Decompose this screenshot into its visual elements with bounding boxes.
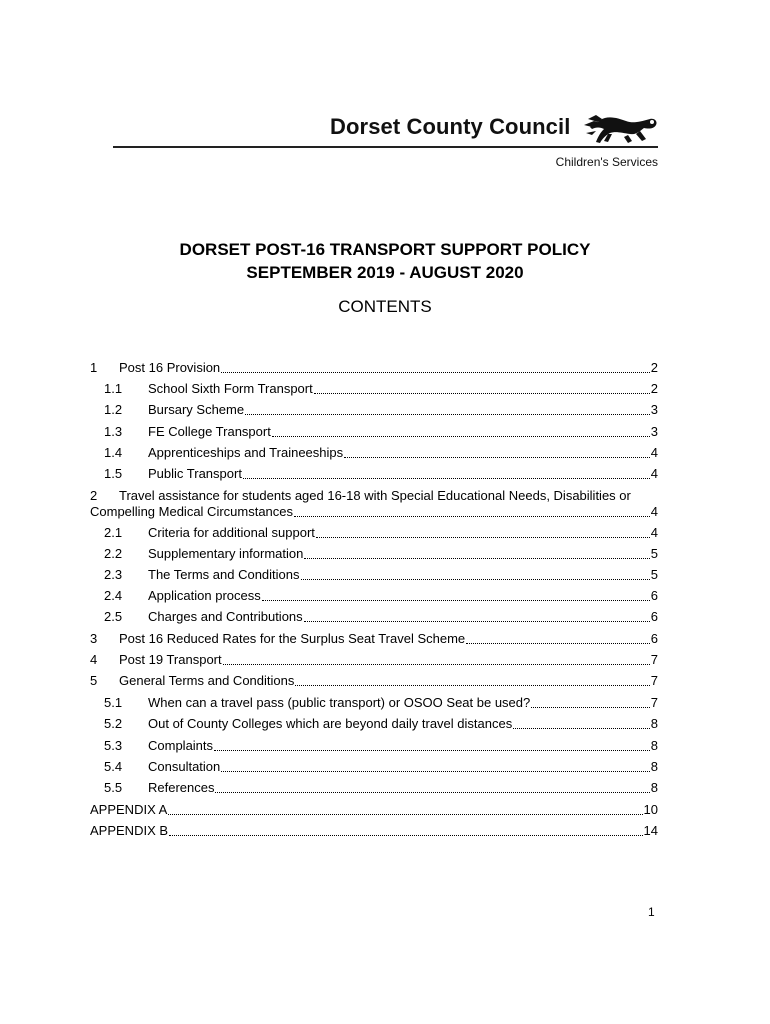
toc-entry[interactable]	[90, 801, 658, 819]
toc-page: 5	[650, 567, 658, 582]
toc-number: 1.1	[104, 381, 123, 396]
toc-entry[interactable]	[90, 651, 658, 669]
department-name: Children's Services	[555, 155, 658, 169]
dot-leader	[221, 758, 649, 772]
toc-entry[interactable]	[104, 401, 658, 419]
dot-leader	[304, 545, 649, 559]
dot-leader	[301, 566, 650, 580]
toc-number: 5.1	[104, 695, 123, 710]
dot-leader	[466, 630, 650, 644]
dot-leader	[272, 423, 650, 437]
toc-title: Out of County Colleges which are beyond daily travel distances	[148, 716, 513, 731]
toc-entry[interactable]	[90, 359, 658, 377]
dot-leader	[344, 444, 650, 458]
toc-number: 1.5	[104, 466, 123, 481]
toc-page: 7	[650, 652, 658, 667]
toc-number: 2.5	[104, 609, 123, 624]
page-number: 1	[648, 905, 655, 919]
dot-leader	[295, 672, 649, 686]
toc-title: Post 16 Provision	[119, 360, 221, 375]
document-title-line1: DORSET POST-16 TRANSPORT SUPPORT POLICY	[179, 240, 591, 259]
toc-entry[interactable]	[104, 779, 658, 797]
dot-leader	[169, 822, 643, 836]
toc-title: Travel assistance for students aged 16-18 with Special Educational Needs, Disabilities or	[119, 488, 631, 503]
toc-number: 5.2	[104, 716, 123, 731]
toc-page: 8	[650, 759, 658, 774]
toc-page: 14	[643, 823, 658, 838]
toc-number: 5.4	[104, 759, 123, 774]
toc-title: Complaints	[148, 738, 214, 753]
toc-number: 3	[90, 631, 98, 646]
toc-page: 8	[650, 738, 658, 753]
toc-page: 8	[650, 716, 658, 731]
toc-title: APPENDIX A	[90, 802, 168, 817]
toc-entry[interactable]	[90, 822, 658, 840]
toc-entry[interactable]	[104, 465, 658, 483]
toc-title: When can a travel pass (public transport) or OSOO Seat be used?	[148, 695, 531, 710]
toc-entry[interactable]	[104, 566, 658, 584]
contents-heading: CONTENTS	[338, 297, 432, 316]
dot-leader	[262, 587, 650, 601]
toc-title: Bursary Scheme	[148, 402, 245, 417]
toc-number: 1	[90, 360, 98, 375]
toc-number: 5.3	[104, 738, 123, 753]
toc-number: 5	[90, 673, 98, 688]
toc-entry[interactable]	[104, 737, 658, 755]
toc-entry[interactable]	[104, 524, 658, 542]
toc-number: 1.4	[104, 445, 123, 460]
dot-leader	[316, 524, 650, 538]
toc-title: FE College Transport	[148, 424, 271, 439]
toc-page: 7	[650, 673, 658, 688]
dot-leader	[304, 608, 650, 622]
toc-title: School Sixth Form Transport	[148, 381, 313, 396]
toc-page: 2	[650, 381, 658, 396]
toc-title: Application process	[148, 588, 261, 603]
dot-leader	[314, 380, 650, 394]
document-title-line2: SEPTEMBER 2019 - AUGUST 2020	[246, 263, 524, 282]
toc-title: Supplementary information	[148, 546, 304, 561]
toc-number: 1.3	[104, 424, 123, 439]
toc-page: 2	[650, 360, 658, 375]
dot-leader	[294, 503, 650, 517]
toc-number: 2.2	[104, 546, 123, 561]
toc-entry[interactable]	[104, 587, 658, 605]
toc-entry[interactable]	[104, 694, 658, 712]
toc-entry[interactable]	[104, 758, 658, 776]
dot-leader	[168, 801, 642, 815]
toc-page: 4	[650, 466, 658, 481]
toc-page: 5	[650, 546, 658, 561]
toc-page: 6	[650, 588, 658, 603]
dot-leader	[243, 465, 650, 479]
toc-page: 6	[650, 609, 658, 624]
toc-page: 6	[650, 631, 658, 646]
toc-title: Consultation	[148, 759, 221, 774]
toc-entry[interactable]	[104, 380, 658, 398]
toc-page: 7	[650, 695, 658, 710]
toc-page: 3	[650, 424, 658, 439]
dot-leader	[215, 779, 649, 793]
dot-leader	[221, 359, 650, 373]
toc-number: 2.3	[104, 567, 123, 582]
toc-entry[interactable]	[104, 423, 658, 441]
dot-leader	[223, 651, 650, 665]
toc-entry[interactable]	[90, 672, 658, 690]
toc-number: 2.4	[104, 588, 123, 603]
toc-title: General Terms and Conditions	[119, 673, 295, 688]
toc-page: 4	[650, 504, 658, 519]
dot-leader	[245, 401, 650, 415]
toc-entry[interactable]	[104, 715, 658, 733]
toc-page: 8	[650, 780, 658, 795]
toc-title: APPENDIX B	[90, 823, 169, 838]
toc-page: 3	[650, 402, 658, 417]
toc-page: 4	[650, 445, 658, 460]
dot-leader	[214, 737, 650, 751]
toc-number: 4	[90, 652, 98, 667]
toc-title-continued: Compelling Medical Circumstances	[90, 504, 294, 519]
toc-title: Apprenticeships and Traineeships	[148, 445, 344, 460]
toc-title: The Terms and Conditions	[148, 567, 300, 582]
toc-title: Post 19 Transport	[119, 652, 222, 667]
toc-title: References	[148, 780, 215, 795]
dot-leader	[531, 694, 650, 708]
toc-page: 10	[643, 802, 658, 817]
toc-title: Charges and Contributions	[148, 609, 303, 624]
toc-entry[interactable]	[104, 444, 658, 462]
header-rule	[113, 146, 658, 148]
toc-title: Criteria for additional support	[148, 525, 315, 540]
toc-number: 5.5	[104, 780, 123, 795]
toc-number: 2.1	[104, 525, 123, 540]
toc-entry[interactable]	[104, 608, 658, 626]
toc-title: Public Transport	[148, 466, 242, 481]
toc-entry[interactable]	[90, 630, 658, 648]
dot-leader	[513, 715, 650, 729]
toc-entry-continuation[interactable]	[90, 503, 658, 521]
toc-number: 1.2	[104, 402, 123, 417]
toc-page: 4	[650, 525, 658, 540]
toc-entry[interactable]	[104, 545, 658, 563]
org-name: Dorset County Council	[330, 114, 571, 139]
dorset-lion-logo-icon	[582, 109, 660, 149]
toc-number: 2	[90, 488, 98, 503]
toc-title: Post 16 Reduced Rates for the Surplus Seat Travel Scheme	[119, 631, 466, 646]
